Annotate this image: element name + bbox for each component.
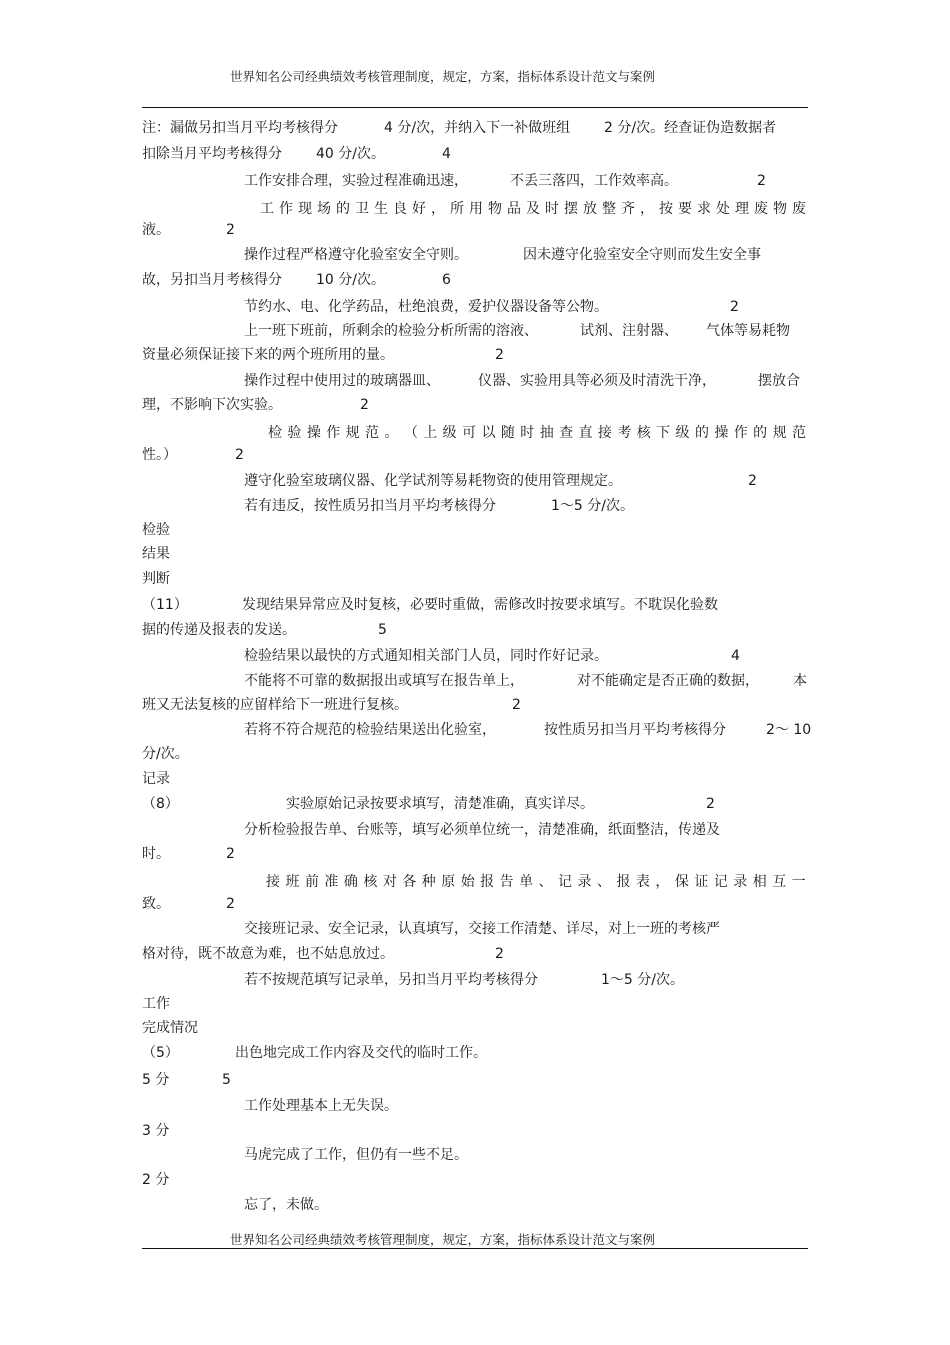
text-line: 操作过程严格遵守化验室安全守则。 xyxy=(244,247,468,263)
glyph: 要 xyxy=(678,201,692,217)
glyph: 操 xyxy=(306,425,321,441)
glyph: ， xyxy=(431,201,445,217)
text-line: 4 xyxy=(731,648,740,664)
glyph: 及 xyxy=(526,201,540,217)
text-line: 完成情况 xyxy=(142,1020,198,1036)
glyph: ， xyxy=(655,874,670,890)
glyph: 相 xyxy=(752,874,767,890)
text-line: 忘了，未做。 xyxy=(244,1197,328,1213)
glyph: 一 xyxy=(791,874,806,890)
footer-rule xyxy=(142,1248,808,1249)
glyph: 下 xyxy=(656,425,671,441)
text-line: 2 分 xyxy=(142,1172,170,1188)
glyph: 。 xyxy=(384,425,399,441)
text-line: 摆放合 xyxy=(758,373,800,389)
glyph: 直 xyxy=(578,425,593,441)
text-line: 4 分/次，并纳入下一补做班组 xyxy=(384,120,571,136)
glyph: 求 xyxy=(697,201,711,217)
text-line: 工作 xyxy=(142,996,170,1012)
text-line: 因未遵守化验室安全守则而发生安全事 xyxy=(523,247,761,263)
text-line: 5 xyxy=(222,1072,231,1088)
glyph: 对 xyxy=(382,874,397,890)
glyph: 现 xyxy=(298,201,312,217)
text-line: 10 分/次。 xyxy=(316,272,385,288)
glyph: 所 xyxy=(450,201,464,217)
text-line: 检验 xyxy=(142,522,170,538)
glyph: 录 xyxy=(733,874,748,890)
text-line: 2 xyxy=(360,397,369,413)
header-rule xyxy=(142,107,808,108)
text-line: 40 分/次。 xyxy=(316,146,385,162)
text-line: 对不能确定是否正确的数据， xyxy=(577,673,759,689)
text-line: 性。） xyxy=(142,447,177,463)
glyph: 品 xyxy=(507,201,521,217)
glyph: 查 xyxy=(559,425,574,441)
glyph: 按 xyxy=(659,201,673,217)
glyph: 告 xyxy=(499,874,514,890)
glyph: 理 xyxy=(735,201,749,217)
glyph: （ xyxy=(403,425,418,441)
glyph: 表 xyxy=(635,874,650,890)
glyph: 验 xyxy=(287,425,302,441)
glyph: 互 xyxy=(772,874,787,890)
text-line: 5 xyxy=(378,622,387,638)
glyph: 规 xyxy=(345,425,360,441)
text-line: 液。 xyxy=(142,222,170,238)
glyph: 抽 xyxy=(539,425,554,441)
glyph: 废 xyxy=(792,201,806,217)
glyph: 保 xyxy=(674,874,689,890)
glyph: 废 xyxy=(754,201,768,217)
text-line: 工作安排合理，实验过程准确迅速， xyxy=(244,173,468,189)
text-line: 2 xyxy=(226,846,235,862)
text-line: 4 xyxy=(442,146,451,162)
glyph: 整 xyxy=(602,201,616,217)
glyph: 考 xyxy=(617,425,632,441)
glyph: 物 xyxy=(773,201,787,217)
glyph: ， xyxy=(640,201,654,217)
glyph: 核 xyxy=(363,874,378,890)
text-line: 2 分/次。经查证伪造数据者 xyxy=(604,120,777,136)
text-line: 若不按规范填写记录单，另扣当月平均考核得分 xyxy=(244,972,538,988)
glyph: 始 xyxy=(460,874,475,890)
glyph: 记 xyxy=(713,874,728,890)
text-line: 判断 xyxy=(142,571,170,587)
text-line: 1～5 分/次。 xyxy=(601,972,684,988)
text-line: 2 xyxy=(495,946,504,962)
text-line: 2 xyxy=(757,173,766,189)
glyph: 单 xyxy=(519,874,534,890)
text-line: 3 分 xyxy=(142,1123,170,1139)
text-line: （8） xyxy=(142,796,179,812)
glyph: 确 xyxy=(343,874,358,890)
text-line: 马虎完成了工作，但仍有一些不足。 xyxy=(244,1147,468,1163)
glyph: 时 xyxy=(545,201,559,217)
glyph: 放 xyxy=(583,201,597,217)
glyph: 齐 xyxy=(621,201,635,217)
glyph: 用 xyxy=(469,201,483,217)
text-line: 按性质另扣当月平均考核得分 xyxy=(544,722,726,738)
text-line: 格对待，既不故意为难，也不姑息放过。 xyxy=(142,946,394,962)
glyph: 录 xyxy=(577,874,592,890)
text-line: 2 xyxy=(235,447,244,463)
text-line: 若有违反，按性质另扣当月平均考核得分 xyxy=(244,498,496,514)
glyph: 接 xyxy=(266,874,280,890)
text-line: 不丢三落四，工作效率高。 xyxy=(510,173,678,189)
text-line: 操作过程中使用过的玻璃器皿、 xyxy=(244,373,440,389)
glyph: 随 xyxy=(500,425,515,441)
text-line: 资量必须保证接下来的两个班所用的量。 xyxy=(142,347,394,363)
text-line: 结果 xyxy=(142,546,170,562)
text-line: 上一班下班前，所剩余的检验分析所需的溶液、 xyxy=(244,323,538,339)
glyph: 准 xyxy=(324,874,339,890)
glyph: 证 xyxy=(694,874,709,890)
text-line: 记录 xyxy=(142,771,170,787)
text-line: 故，另扣当月考核得分 xyxy=(142,272,282,288)
text-line: 扣除当月平均考核得分 xyxy=(142,146,282,162)
glyph: 卫 xyxy=(355,201,369,217)
glyph: 核 xyxy=(636,425,651,441)
glyph: 范 xyxy=(365,425,380,441)
text-line: 理，不影响下次实验。 xyxy=(142,397,282,413)
glyph: 的 xyxy=(336,201,350,217)
text-line: 节约水、电、化学药品，杜绝浪费，爱护仪器设备等公物。 xyxy=(244,299,608,315)
text-line: 交接班记录、安全记录，认真填写，交接工作清楚、详尽，对上一班的考核严 xyxy=(244,921,720,937)
glyph: 规 xyxy=(772,425,787,441)
glyph: 处 xyxy=(716,201,730,217)
text-line: 1～5 分/次。 xyxy=(551,498,634,514)
text-line: （5） xyxy=(142,1045,179,1061)
text-line: 2 xyxy=(512,697,521,713)
page-header: 世界知名公司经典绩效考核管理制度，规定，方案，指标体系设计范文与案例 xyxy=(230,69,656,84)
glyph: 原 xyxy=(441,874,456,890)
glyph: 的 xyxy=(753,425,768,441)
glyph: 记 xyxy=(558,874,573,890)
glyph: 物 xyxy=(488,201,502,217)
glyph: 作 xyxy=(326,425,341,441)
glyph: 、 xyxy=(596,874,611,890)
glyph: 、 xyxy=(538,874,553,890)
glyph: 操 xyxy=(714,425,729,441)
glyph: 范 xyxy=(791,425,806,441)
text-line: 2 xyxy=(730,299,739,315)
text-line: 致。 xyxy=(142,896,170,912)
text-line: 2 xyxy=(748,473,757,489)
glyph: 报 xyxy=(616,874,631,890)
glyph: 以 xyxy=(481,425,496,441)
text-line: 试剂、注射器、 xyxy=(580,323,678,339)
text-line: 2 xyxy=(706,796,715,812)
glyph: 级 xyxy=(442,425,457,441)
glyph: 时 xyxy=(520,425,535,441)
justified-text-line xyxy=(266,871,806,891)
text-line: 班又无法复核的应留样给下一班进行复核。 xyxy=(142,697,408,713)
glyph: 可 xyxy=(462,425,477,441)
glyph: 摆 xyxy=(564,201,578,217)
glyph: 检 xyxy=(268,425,282,441)
text-line: 注：漏做另扣当月平均考核得分 xyxy=(142,120,338,136)
text-line: 2 xyxy=(226,222,235,238)
text-line: 不能将不可靠的数据报出或填写在报告单上， xyxy=(244,673,524,689)
glyph: 种 xyxy=(421,874,436,890)
page-footer: 世界知名公司经典绩效考核管理制度，规定，方案，指标体系设计范文与案例 xyxy=(230,1232,656,1247)
text-line: 2 xyxy=(495,347,504,363)
glyph: 报 xyxy=(480,874,495,890)
glyph: 工 xyxy=(260,201,274,217)
glyph: 前 xyxy=(304,874,319,890)
text-line: 2 xyxy=(226,896,235,912)
glyph: 作 xyxy=(279,201,293,217)
justified-text-line xyxy=(260,198,806,218)
justified-text-line xyxy=(268,422,806,442)
glyph: 级 xyxy=(675,425,690,441)
text-line: 遵守化验室玻璃仪器、化学试剂等易耗物资的使用管理规定。 xyxy=(244,473,622,489)
text-line: 若将不符合规范的检验结果送出化验室， xyxy=(244,722,496,738)
glyph: 作 xyxy=(733,425,748,441)
text-line: 本 xyxy=(793,673,807,689)
text-line: 据的传递及报表的发送。 xyxy=(142,622,296,638)
glyph: 好 xyxy=(412,201,426,217)
text-line: 检验结果以最快的方式通知相关部门人员，同时作好记录。 xyxy=(244,648,608,664)
glyph: 生 xyxy=(374,201,388,217)
glyph: 场 xyxy=(317,201,331,217)
text-line: 出色地完成工作内容及交代的临时工作。 xyxy=(235,1045,487,1061)
text-line: 5 分 xyxy=(142,1072,170,1088)
glyph: 接 xyxy=(597,425,612,441)
text-line: 分/次。 xyxy=(142,746,189,762)
text-line: 6 xyxy=(442,272,451,288)
glyph: 班 xyxy=(285,874,300,890)
text-line: 发现结果异常应及时复核，必要时重做，需修改时按要求填写。不耽误化验数 xyxy=(242,597,718,613)
glyph: 良 xyxy=(393,201,407,217)
text-line: 仪器、实验用具等必须及时清洗干净， xyxy=(478,373,716,389)
text-line: 工作处理基本上无失误。 xyxy=(244,1098,398,1114)
text-line: 2～ 10 xyxy=(766,722,812,738)
text-line: 分析检验报告单、台账等，填写必须单位统一，清楚准确，纸面整洁，传递及 xyxy=(244,822,720,838)
glyph: 各 xyxy=(402,874,417,890)
text-line: 气体等易耗物 xyxy=(706,323,790,339)
glyph: 的 xyxy=(694,425,709,441)
text-line: 实验原始记录按要求填写，清楚准确，真实详尽。 xyxy=(286,796,594,812)
glyph: 上 xyxy=(423,425,438,441)
text-line: 时。 xyxy=(142,846,170,862)
text-line: （11） xyxy=(142,597,188,613)
